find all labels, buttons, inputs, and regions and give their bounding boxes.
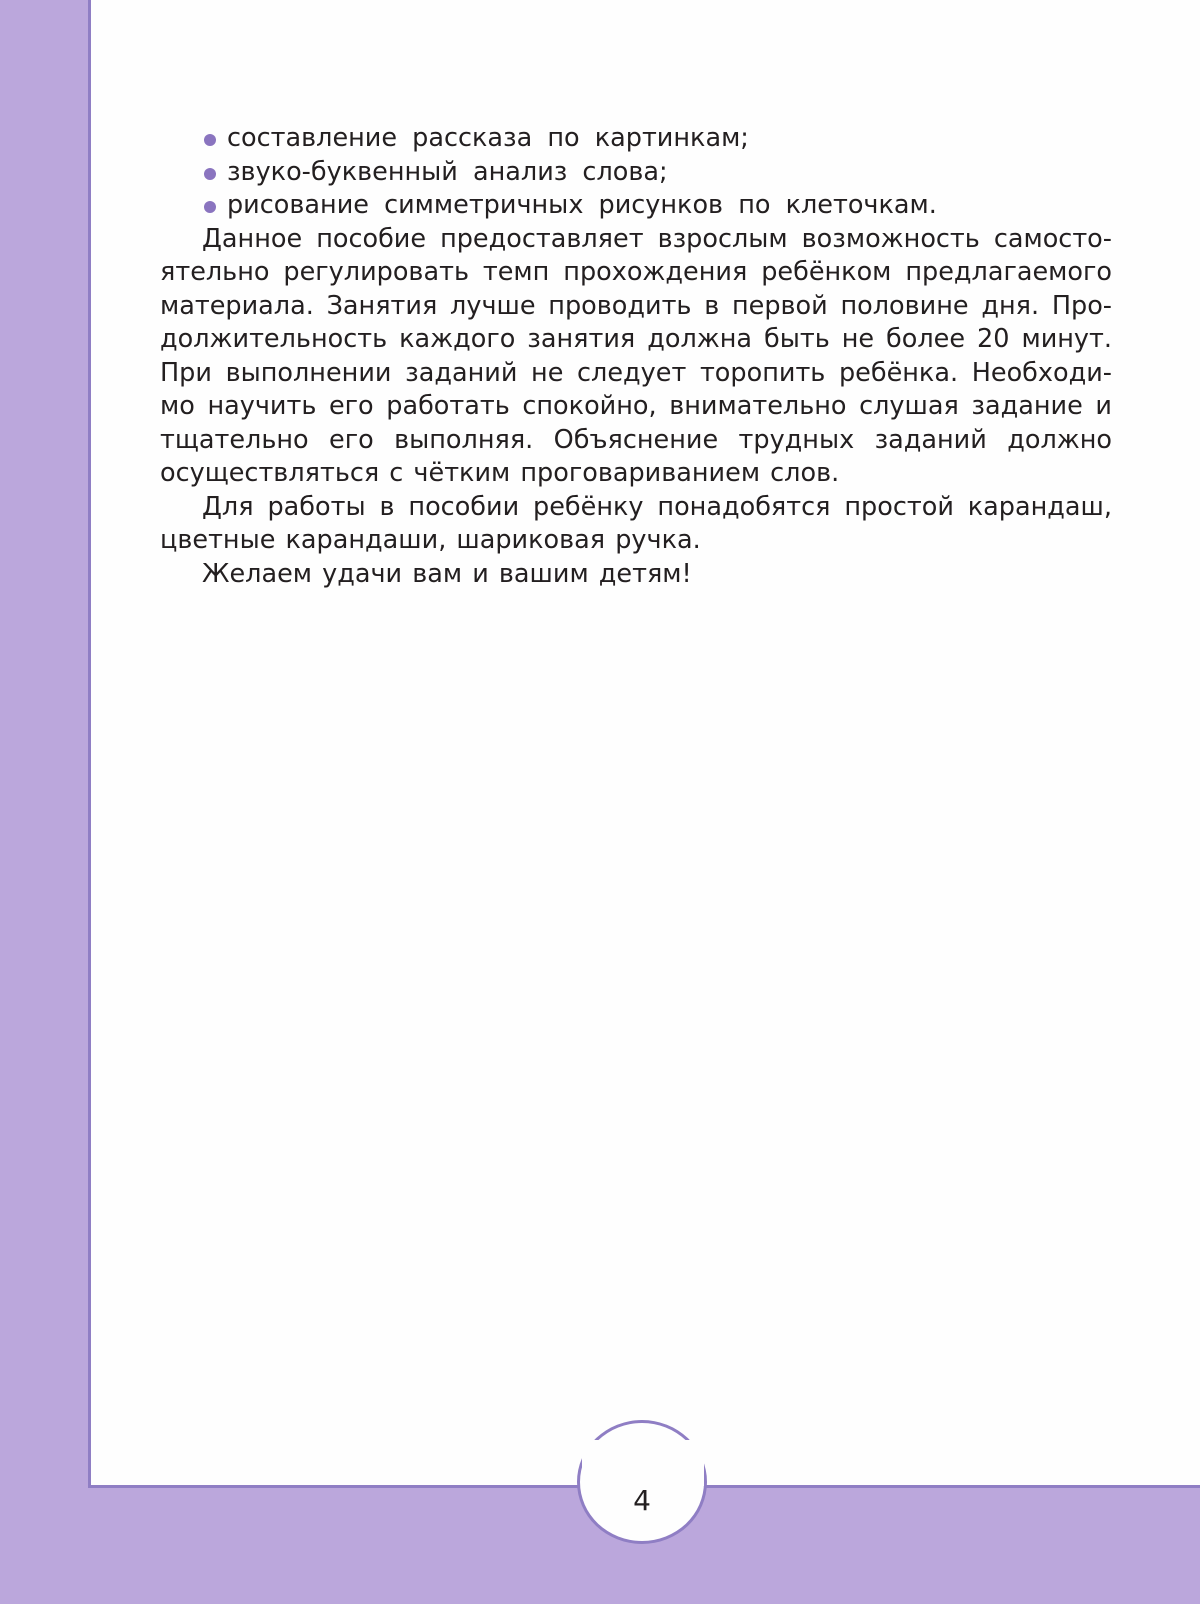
- list-item: [160, 156, 1112, 190]
- page-number-tab-cover: [582, 1440, 704, 1486]
- bullet-dot-icon: [204, 201, 216, 213]
- paragraph-materials: Для работы в пособии ребёнку понадобятся простой карандаш, цветные карандаши, шариковая ручка.: [160, 491, 1112, 555]
- page-number: 4: [633, 1484, 651, 1517]
- bullet-dot-icon: [204, 168, 216, 180]
- list-item: [160, 122, 1112, 156]
- list-item: [160, 189, 1112, 223]
- bullet-dot-icon: [204, 134, 216, 146]
- page-content: [160, 122, 1112, 591]
- list-item-text: составление рассказа по картинкам;: [227, 123, 749, 153]
- list-item-text: звуко-буквенный анализ слова;: [227, 156, 668, 187]
- list-item-text: рисование симметричных рисунков по клеточкам.: [227, 190, 937, 220]
- bullet-list: [160, 122, 1112, 223]
- paragraph-instructions: Данное пособие предоставляет взрослым возможность самостоятельно регулировать темп прохождения ребёнком предлагаемого материала. Занятия лучше проводить в первой половине дня. Продолжительность каждого занятия должна быть не более 20 минут. При выполнении заданий не следует торопить ребёнка. Необходимо научить его работать спокойно, внимательно слушая задание и тщательно его выполняя. Объяснение трудных заданий должно осуществляться с чётким проговариванием слов.: [160, 223, 1112, 488]
- paragraph-wishes: Желаем удачи вам и вашим детям!: [202, 558, 692, 589]
